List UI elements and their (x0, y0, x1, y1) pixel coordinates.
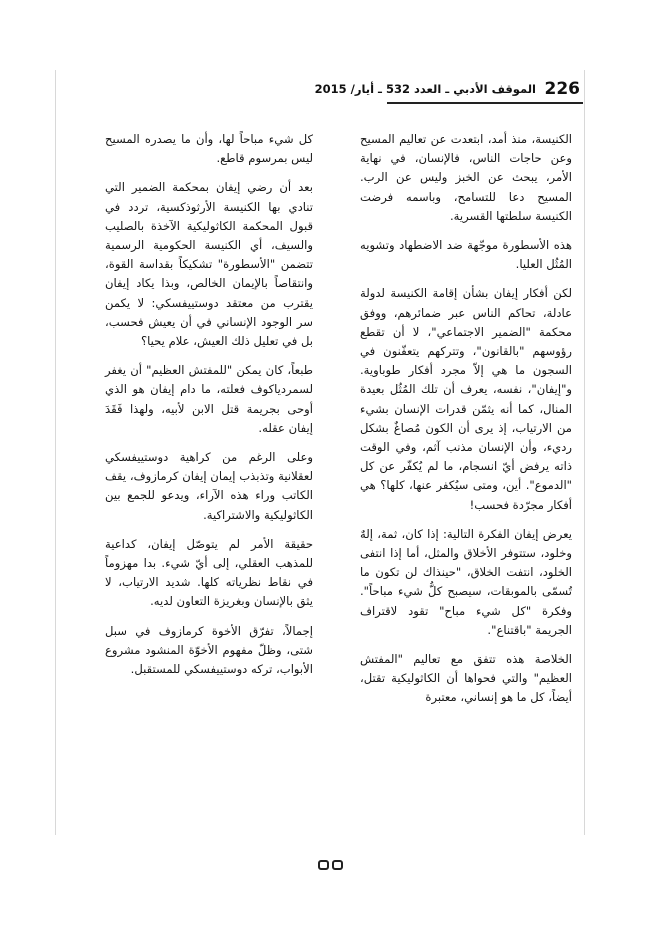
paragraph: إجمالاً، تفرّق الأخوة كرمازوف في سبل شتى، وظلّ مفهوم الأخوّة المنشود مشروع الأبواب، تركه دوستييفسكي للمستقبل. (105, 623, 313, 677)
left-column (105, 130, 313, 689)
paragraph: لكن أفكار إيفان بشأن إقامة الكنيسة لدولة عادلة، تحاكم الناس عبر ضمائرهم، ووفق محكمة "الضمير الاجتماعي"، لا أن تقطع رؤوسهم "بالقانون"، وتتركهم يتعفّنون في السجون ما هي إلاّ مجرد أفكار طوباوية. و"إيفان"، نفسه، يعرف أن تلك المُثُل بعيدة المنال، كما أنه يثمّن قدرات الإنسان بشيء من الارتياب، إذ يرى أن الكون مُصاغٌ بشكل رديء، وأن الإنسان مذنب آثم، وفي الوقت ذاته يرفض أيّ انسجام، ما لم يُكفّر عن كل "الدموع". أين، ومتى سيُكفر عنها، كلها؟ هي أفكار مجرّدة فحسب! (360, 286, 572, 512)
paragraph: وعلى الرغم من كراهية دوستييفسكي لعقلانية وتذبذب إيمان إيفان كرمازوف، يقف الكاتب وراء هذه الآراء، ويدعو للجمع بين الكاثوليكية والاشتراكية. (105, 450, 313, 522)
page-header (314, 79, 580, 101)
paragraph: بعد أن رضي إيفان بمحكمة الضمير التي تنادي بها الكنيسة الأرثوذكسية، تردد في قبول المحكمة الكاثوليكية الآخذة بالصليب والسيف، أي الكنيسة الحكومية الرسمية تتضمن "الأسطورة" تشكيكاً بقداسة القوة، وانتقاصاً بالإيمان الخالص، وبذا يكاد إيفان يقترب من معتقد دوستييفسكي: لا يكمن سر الوجود الإنساني في أن يعيش فحسب، بل في تعليل ذلك العيش، علام يحيا؟ (105, 180, 313, 349)
paragraph: هذه الأسطورة موجّهة ضد الاضطهاد وتشويه المُثُل العليا. (360, 238, 572, 272)
paragraph: كل شيء مباحاً لها، وأن ما يصدره المسيح ليس بمرسوم قاطع. (105, 132, 313, 166)
paragraph: حقيقة الأمر لم يتوصّل إيفان، كداعية للمذهب العقلي، إلى أيّ شيء. بدا مهزوماً في نقاط نظرياته كلها. شديد الارتياب، لا يثق بالإنسان وبغريزة التعاون لديه. (105, 536, 313, 609)
page-number: 226 (544, 79, 580, 99)
paragraph: يعرض إيفان الفكرة التالية: إذا كان، ثمة، إلهٌ وخلود، ستتوفر الأخلاق والمثل، أما إذا انتفى الخلود، انتفت الخلاق، "حينذاك لن تكون ما تُسمّى بالموبقات، سيصبح كلُّ شيء مباحاً". وفكرة "كل شيء مباح" تقود لاقتراف الجريمة "باقتناع". (360, 526, 572, 637)
footer-ornament-icon (316, 860, 344, 872)
right-column (360, 130, 572, 718)
running-title: الموقف الأدبي ـ العدد 532 ـ أيار/ 2015 (314, 82, 536, 96)
paragraph: الكنيسة، منذ أمد، ابتعدت عن تعاليم المسيح وعن حاجات الناس، فالإنسان، في نهاية الأمر، يبحث عن الخبز وليس عن الرب. المسيح دعا للتسامح، وباسمه فرضت الكنيسة سلطتها القسرية. (360, 132, 572, 223)
paragraph: الخلاصة هذه تتفق مع تعاليم "المفتش العظيم" والتي فحواها أن الكاثوليكية تقتل، أيضاً، كل ما هو إنساني، معتبرة (360, 652, 572, 705)
header-rule (387, 102, 583, 104)
paragraph: طبعاً، كان يمكن "للمفتش العظيم" أن يغفر لسمردياكوف فعلته، ما دام إيفان هو الذي أوحى بجريمة قتل الابن لأبيه، ولهذا فَقَدَ إيفان عقله. (105, 363, 313, 435)
